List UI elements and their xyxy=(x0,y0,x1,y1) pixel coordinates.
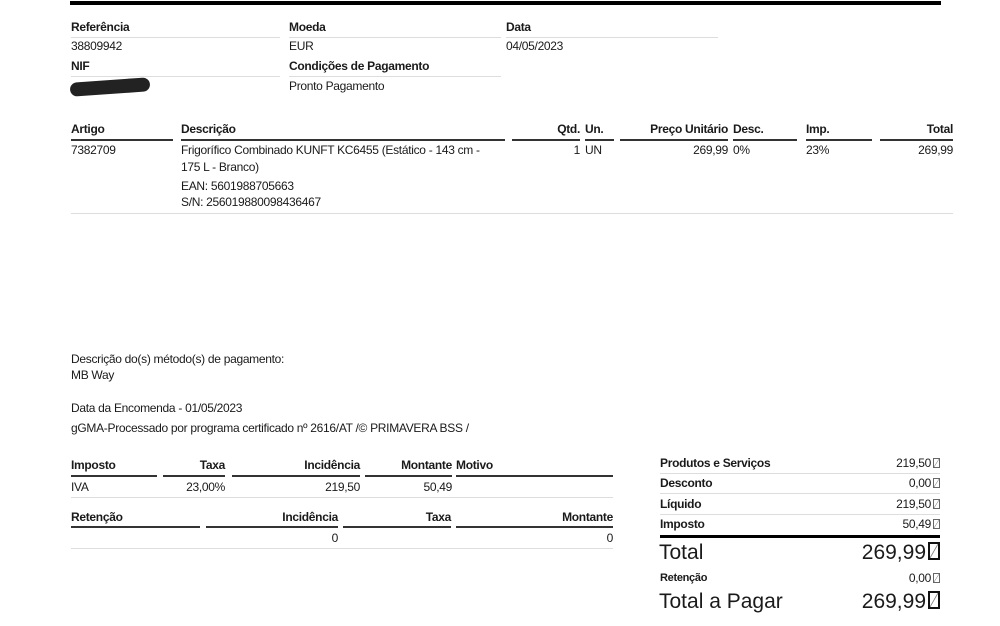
incidencia: 0 xyxy=(331,531,338,545)
order-date: Data da Encomenda - 01/05/2023 xyxy=(71,401,243,415)
nif-label: NIF xyxy=(71,59,90,73)
desc: 0% xyxy=(733,143,750,157)
payment-label: Descrição do(s) método(s) de pagamento: xyxy=(71,352,285,366)
redacted-nif xyxy=(70,77,151,97)
col-preco: Preço Unitário xyxy=(650,122,728,136)
serial-number: S/N: 256019880098436467 xyxy=(181,195,321,209)
col-descricao: Descrição xyxy=(181,122,236,136)
total-value: 269,99 xyxy=(861,541,926,564)
imposto-label: Imposto xyxy=(660,517,705,531)
col-retencao: Retenção xyxy=(71,510,123,524)
col-artigo: Artigo xyxy=(71,122,105,136)
col-qtd: Qtd. xyxy=(557,122,580,136)
desconto-label: Desconto xyxy=(660,476,713,490)
taxa: 23,00% xyxy=(186,480,225,494)
qtd: 1 xyxy=(573,143,580,157)
desconto-value: 0,00 xyxy=(908,476,931,490)
moeda-label: Moeda xyxy=(289,20,326,34)
produtos-value: 219,50 xyxy=(896,456,931,470)
currency-glyph-icon xyxy=(928,542,940,560)
referencia-label: Referência xyxy=(71,20,130,34)
col-motivo: Motivo xyxy=(456,458,493,472)
total-a-pagar-label: Total a Pagar xyxy=(659,590,783,613)
liquido-label: Líquido xyxy=(660,497,702,511)
payment-method: MB Way xyxy=(71,368,115,382)
col-incidencia: Incidência xyxy=(304,458,360,472)
condicoes-label: Condições de Pagamento xyxy=(289,59,430,73)
artigo: 7382709 xyxy=(71,143,116,157)
col-imposto: Imposto xyxy=(71,458,116,472)
col-montante: Montante xyxy=(401,458,452,472)
referencia-value: 38809942 xyxy=(71,39,122,53)
imposto: IVA xyxy=(71,480,89,494)
currency-glyph-icon xyxy=(933,499,940,509)
col-montante: Montante xyxy=(562,510,613,524)
currency-glyph-icon xyxy=(933,458,940,468)
currency-glyph-icon xyxy=(933,519,940,529)
total-label: Total xyxy=(659,541,704,564)
produtos-label: Produtos e Serviços xyxy=(660,456,771,470)
imp: 23% xyxy=(806,143,830,157)
retencao-value: 0,00 xyxy=(908,571,931,585)
retencao-label: Retenção xyxy=(660,572,708,584)
col-taxa: Taxa xyxy=(199,458,225,472)
certification: gGMA-Processado por programa certificado nº 2616/AT /© PRIMAVERA BSS / xyxy=(71,421,469,435)
montante: 50,49 xyxy=(423,480,452,494)
col-imp: Imp. xyxy=(806,122,830,136)
un: UN xyxy=(585,143,602,157)
currency-glyph-icon xyxy=(933,478,940,488)
total-rule xyxy=(660,535,940,538)
currency-glyph-icon xyxy=(928,591,940,609)
col-incidencia: Incidência xyxy=(282,510,338,524)
data-label: Data xyxy=(506,20,531,34)
descricao-line-1: Frigorífico Combinado KUNFT KC6455 (Estático - 143 cm - xyxy=(181,143,480,157)
ean: EAN: 5601988705663 xyxy=(181,179,294,193)
preco: 269,99 xyxy=(693,143,728,157)
total: 269,99 xyxy=(918,143,953,157)
data-value: 04/05/2023 xyxy=(506,39,564,53)
col-taxa: Taxa xyxy=(425,510,451,524)
descricao-line-2: 175 L - Branco) xyxy=(181,160,259,174)
montante: 0 xyxy=(606,531,613,545)
total-a-pagar-value: 269,99 xyxy=(861,590,926,613)
incidencia: 219,50 xyxy=(325,480,360,494)
condicoes-value: Pronto Pagamento xyxy=(289,79,385,93)
col-total: Total xyxy=(926,122,953,136)
col-desc: Desc. xyxy=(733,122,764,136)
top-rule xyxy=(70,1,941,5)
liquido-value: 219,50 xyxy=(896,497,931,511)
col-un: Un. xyxy=(585,122,604,136)
imposto-value: 50,49 xyxy=(902,517,931,531)
moeda-value: EUR xyxy=(289,39,314,53)
currency-glyph-icon xyxy=(933,573,940,583)
